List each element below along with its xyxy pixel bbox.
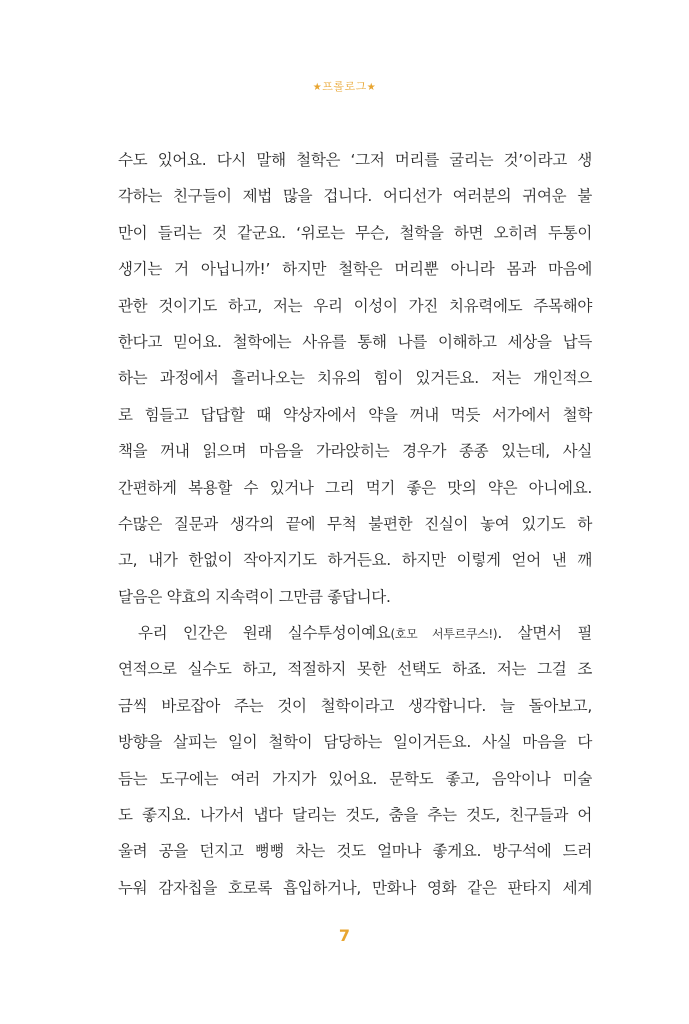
text-line: 울려 공을 던지고 뻥뻥 차는 것도 얼마나 좋게요. 방구석에 드러	[118, 842, 592, 861]
text-line: 듬는 도구에는 여러 가지가 있어요. 문학도 좋고, 음악이나 미술	[118, 769, 592, 788]
text-line: 누워 감자칩을 호로록 흡입하거나, 만화나 영화 같은 판타지 세계	[118, 878, 592, 897]
text-line: 로 힘들고 답답할 때 약상자에서 약을 꺼내 먹듯 서가에서 철학	[118, 405, 592, 424]
chapter-title: 프롤로그	[322, 80, 367, 93]
text-line: 수도 있어요. 다시 말해 철학은 ‘그저 머리를 굴리는 것’이라고 생	[118, 151, 592, 169]
text-segment: 우리 인간은 원래 실수투성이예요	[138, 624, 391, 643]
text-line: 만이 들리는 것 같군요. ‘위로는 무슨, 철학을 하면 오히려 두통이	[118, 223, 592, 242]
text-line: 하는 과정에서 흘러나오는 치유의 힘이 있거든요. 저는 개인적으	[118, 369, 592, 388]
text-line: 관한 것이기도 하고, 저는 우리 이성이 가진 치유력에도 주목해야	[118, 296, 592, 315]
text-line: 생기는 거 아닙니까!’ 하지만 철학은 머리뿐 아니라 몸과 마음에	[118, 260, 592, 279]
text-line: 고, 내가 한없이 작아지기도 하거든요. 하지만 이렇게 얻어 낸 깨	[118, 551, 592, 570]
text-segment: . 살면서 필	[497, 624, 592, 643]
text-line: 각하는 친구들이 제법 많을 겁니다. 어디선가 여러분의 귀여운 불	[118, 187, 592, 206]
star-icon: ★	[366, 82, 377, 93]
body-text	[118, 142, 592, 906]
text-line: 수많은 질문과 생각의 끝에 무척 불편한 진실이 놓여 있기도 하	[118, 514, 592, 533]
text-line	[118, 615, 592, 651]
text-line: 도 좋지요. 나가서 냅다 달리는 것도, 춤을 추는 것도, 친구들과 어	[118, 806, 592, 825]
aside-note: (호모 서투르쿠스!)	[390, 627, 498, 642]
star-icon: ★	[312, 82, 323, 93]
text-line: 연적으로 실수도 하고, 적절하지 못한 선택도 하죠. 저는 그걸 조	[118, 660, 592, 679]
text-line: 금씩 바로잡아 주는 것이 철학이라고 생각합니다. 늘 돌아보고,	[118, 696, 592, 715]
text-line: 간편하게 복용할 수 있거나 그리 먹기 좋은 맛의 약은 아니에요.	[118, 478, 592, 497]
text-line: 달음은 약효의 지속력이 그만큼 좋답니다.	[118, 587, 391, 606]
text-line: 한다고 믿어요. 철학에는 사유를 통해 나를 이해하고 세상을 납득	[118, 332, 592, 351]
text-line: 방향을 살피는 일이 철학이 담당하는 일이거든요. 사실 마음을 다	[118, 733, 592, 752]
running-header	[0, 78, 689, 94]
text-line: 책을 꺼내 읽으며 마음을 가라앉히는 경우가 종종 있는데, 사실	[118, 442, 592, 461]
page-number: 7	[338, 926, 351, 945]
